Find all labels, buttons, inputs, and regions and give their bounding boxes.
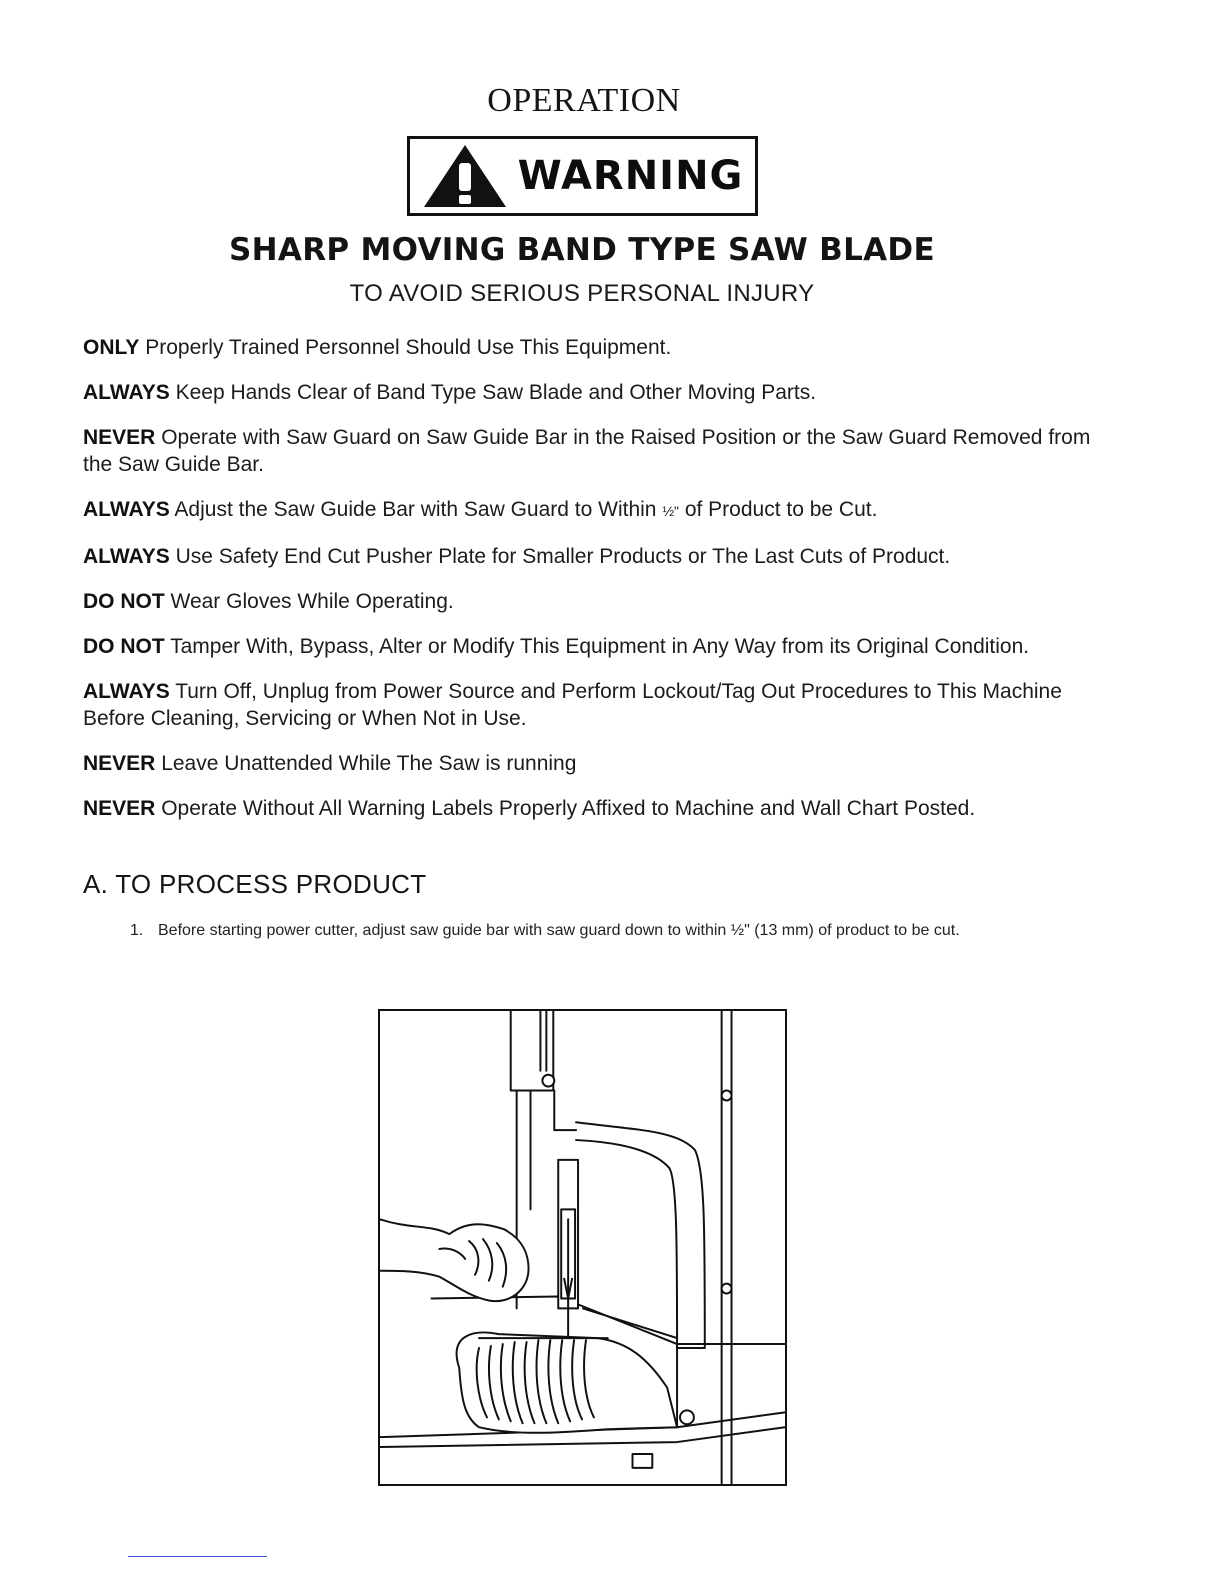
rule-text: Operate with Saw Guard on Saw Guide Bar in the Raised Position or the Saw Guard Removed from the Saw Guide Bar. (83, 426, 1091, 476)
safety-rule (83, 379, 1093, 406)
rule-keyword: ALWAYS (83, 381, 170, 404)
procedure-step (130, 920, 1080, 942)
rule-keyword: ALWAYS (83, 680, 170, 703)
rule-text: Use Safety End Cut Pusher Plate for Smaller Products or The Last Cuts of Product. (169, 545, 951, 568)
rule-text: Properly Trained Personnel Should Use This Equipment. (139, 336, 672, 359)
rule-keyword: NEVER (83, 752, 156, 775)
rule-keyword: NEVER (83, 797, 156, 820)
warning-word: WARNING (517, 153, 744, 199)
rule-keyword: ALWAYS (83, 545, 170, 568)
safety-rules-list (83, 334, 1093, 840)
hazard-subheading: TO AVOID SERIOUS PERSONAL INJURY (349, 280, 815, 307)
step-number: 1. (130, 922, 144, 939)
safety-rule (83, 424, 1093, 478)
safety-rule (83, 678, 1093, 732)
safety-rule (83, 795, 1093, 822)
rule-keyword: NEVER (83, 426, 156, 449)
rule-text: Keep Hands Clear of Band Type Saw Blade and Other Moving Parts. (169, 381, 817, 404)
rule-keyword: ALWAYS (83, 498, 170, 521)
rule-text: Turn Off, Unplug from Power Source and Perform Lockout/Tag Out Procedures to This Machine Before Cleaning, Servicing or When Not in Use. (83, 680, 1062, 730)
rule-keyword: DO NOT (83, 590, 165, 613)
rule-keyword: DO NOT (83, 635, 165, 658)
safety-rule (83, 750, 1093, 777)
warning-label-box (407, 136, 758, 216)
safety-rule (83, 633, 1093, 660)
saw-illustration (378, 1009, 787, 1486)
safety-rule (83, 496, 1093, 525)
rule-keyword: ONLY (83, 336, 140, 359)
safety-rule (83, 543, 1093, 570)
footer-divider (128, 1556, 267, 1557)
rule-text: Wear Gloves While Operating. (164, 590, 454, 613)
rule-text: Operate Without All Warning Labels Properly Affixed to Machine and Wall Chart Posted. (155, 797, 976, 820)
safety-rule (83, 334, 1093, 361)
rule-text: Tamper With, Bypass, Alter or Modify This Equipment in Any Way from its Original Condition. (164, 635, 1030, 658)
warning-triangle-icon (422, 143, 508, 209)
rule-text: of Product to be Cut. (678, 498, 878, 521)
rule-fraction: ½" (662, 503, 679, 519)
section-heading: A. TO PROCESS PRODUCT (83, 869, 427, 899)
rule-text: Leave Unattended While The Saw is running (155, 752, 577, 775)
rule-text: Adjust the Saw Guide Bar with Saw Guard to Within (169, 498, 663, 521)
step-text: Before starting power cutter, adjust saw guide bar with saw guard down to within ½" (13 mm) of product to be cut. (158, 922, 960, 939)
hazard-heading: SHARP MOVING BAND TYPE SAW BLADE (229, 232, 935, 268)
safety-rule (83, 588, 1093, 615)
page-title: OPERATION (487, 82, 681, 119)
